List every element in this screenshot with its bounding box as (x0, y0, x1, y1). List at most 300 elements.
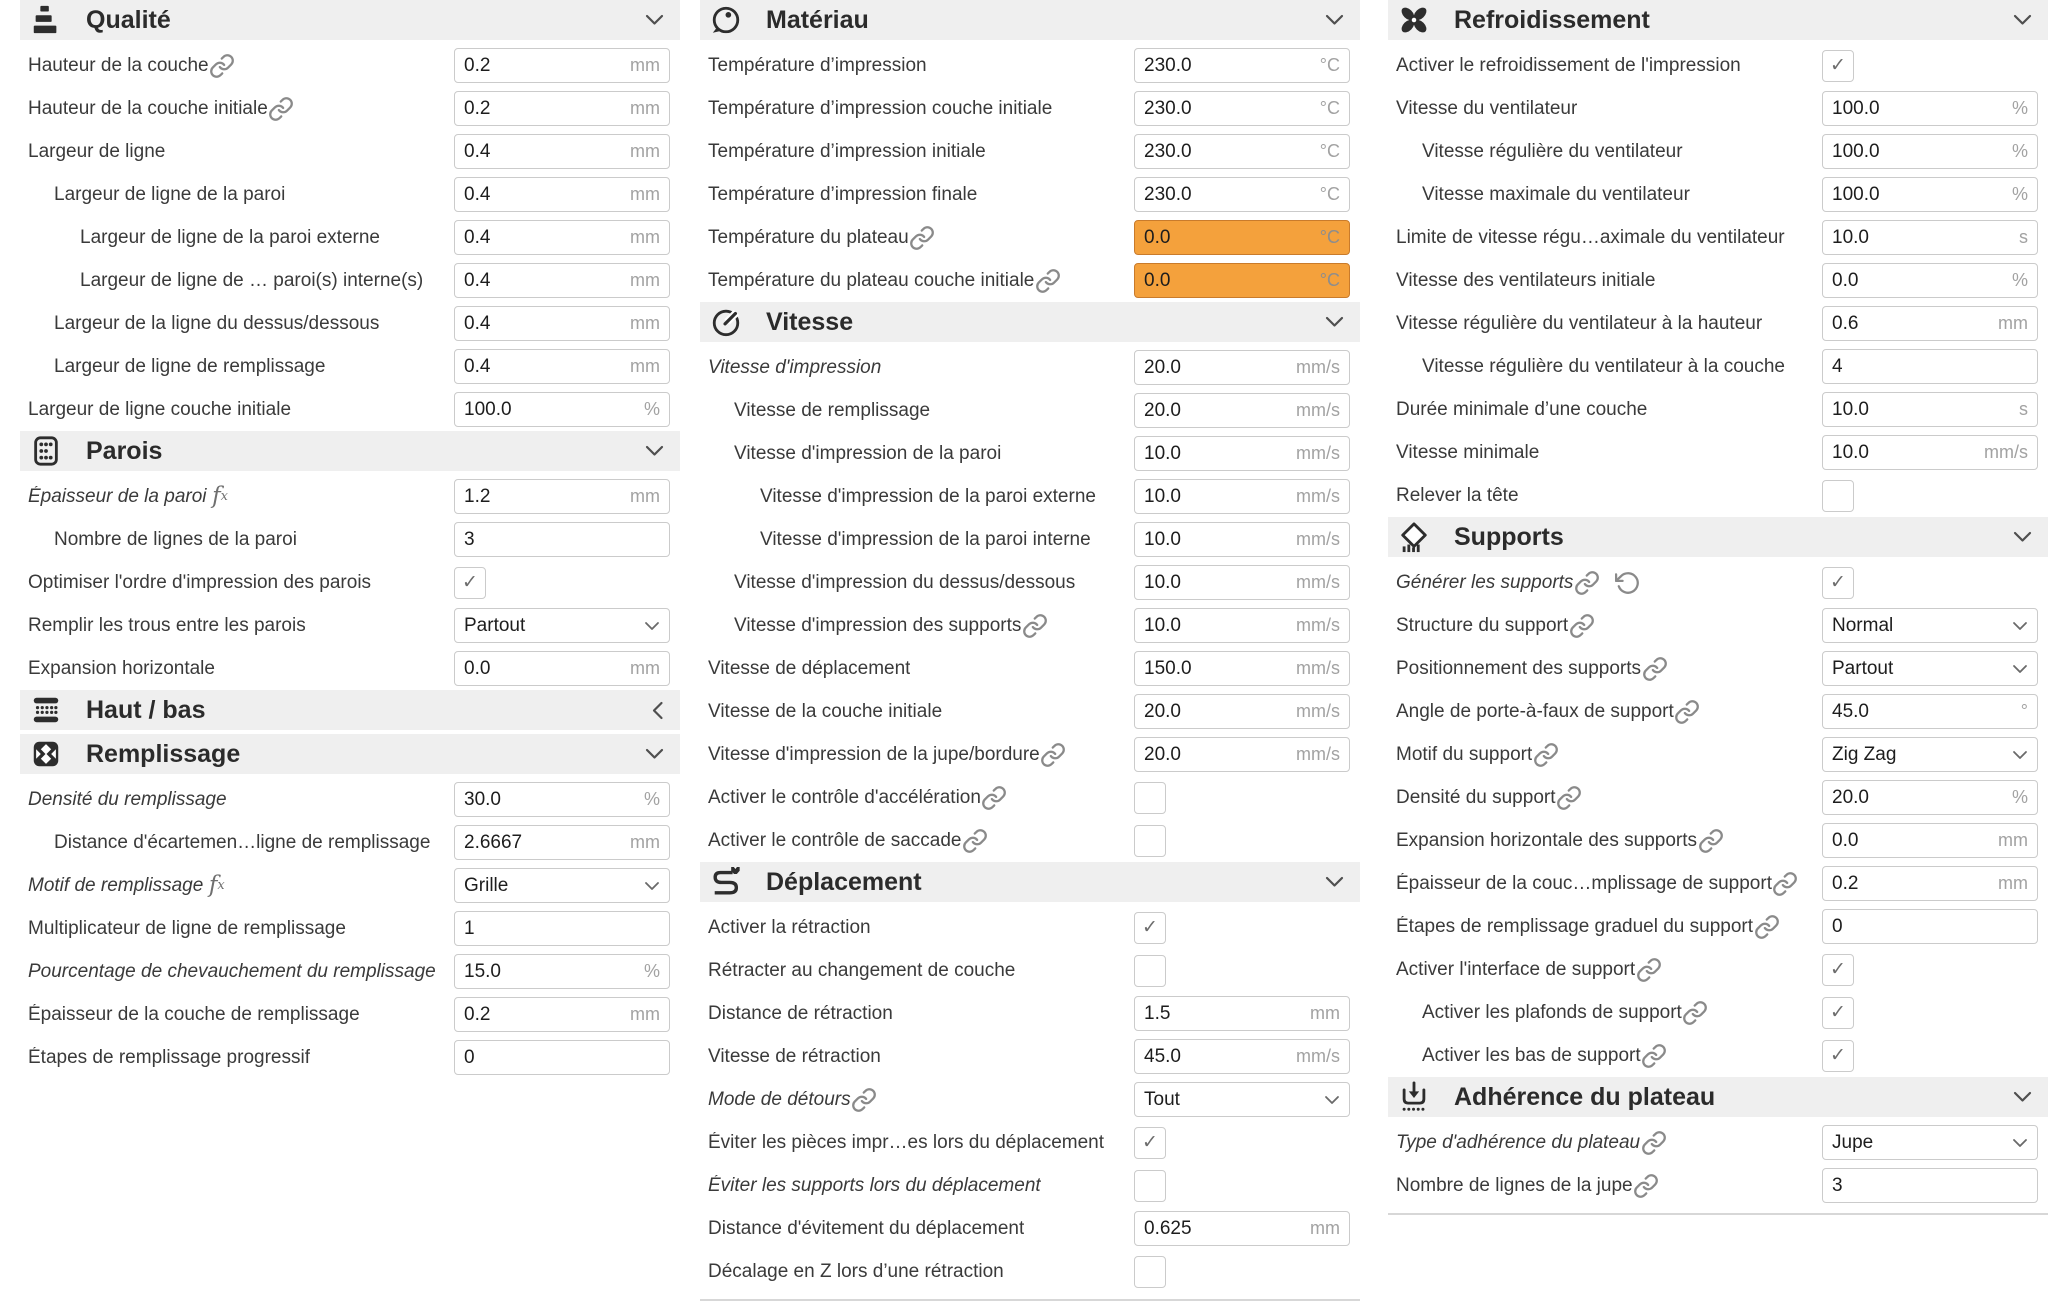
setting-row (20, 993, 680, 1036)
setting-input[interactable] (464, 98, 624, 120)
setting-row (20, 302, 680, 345)
setting-value-field[interactable] (454, 1040, 670, 1075)
setting-label: Durée minimale d’une couche (1396, 398, 1648, 420)
setting-input[interactable] (1144, 1003, 1304, 1025)
unit-label: mm (630, 270, 660, 290)
setting-label: Pourcentage de chevauchement du remplissage (28, 960, 436, 982)
setting-row (20, 130, 680, 173)
setting-row (700, 173, 1360, 216)
setting-input[interactable] (1144, 55, 1314, 77)
setting-value-field[interactable] (1822, 392, 2038, 427)
setting-input[interactable] (464, 55, 624, 77)
setting-label: Nombre de lignes de la paroi (54, 528, 297, 550)
setting-value-field[interactable] (454, 220, 670, 255)
setting-row (1388, 604, 2048, 647)
setting-row (1388, 431, 2048, 474)
setting-value-field[interactable] (1134, 436, 1350, 471)
setting-label: Vitesse de la couche initiale (708, 700, 943, 722)
setting-value-field[interactable] (1134, 220, 1350, 255)
setting-label: Distance de rétraction (708, 1002, 893, 1024)
setting-row (1388, 259, 2048, 302)
dropdown-value: Normal (1832, 614, 1894, 636)
unit-label: mm/s (1296, 443, 1340, 463)
setting-label: Vitesse maximale du ventilateur (1422, 183, 1690, 205)
unit-label: mm/s (1296, 486, 1340, 506)
unit-label: mm (630, 832, 660, 852)
chevron-down-icon (1325, 14, 1344, 26)
setting-value-field[interactable] (454, 522, 670, 557)
section-header-qualite[interactable] (20, 0, 680, 40)
setting-value-field[interactable] (1134, 1039, 1350, 1074)
setting-row (1388, 1121, 2048, 1164)
setting-label: Activer l'interface de support (1396, 958, 1636, 980)
setting-label: Vitesse régulière du ventilateur (1422, 140, 1683, 162)
setting-value-field[interactable] (454, 306, 670, 341)
setting-value-field[interactable] (1134, 996, 1350, 1031)
setting-value-field[interactable] (454, 392, 670, 427)
link-icon (1753, 913, 1780, 940)
setting-row (20, 173, 680, 216)
setting-value-field[interactable] (1822, 866, 2038, 901)
setting-row (700, 518, 1360, 561)
chevron-down-icon (2013, 531, 2032, 543)
setting-value-field[interactable] (1134, 1211, 1350, 1246)
setting-row (1388, 905, 2048, 948)
setting-dropdown[interactable] (1822, 1125, 2038, 1160)
setting-row (1388, 690, 2048, 733)
setting-value-field[interactable] (1134, 565, 1350, 600)
setting-input[interactable] (464, 313, 624, 335)
setting-value-field[interactable] (1822, 177, 2038, 212)
unit-label: mm/s (1296, 357, 1340, 377)
link-icon (209, 52, 236, 79)
setting-checkbox[interactable]: ✓ (1822, 954, 1854, 986)
dropdown-value: Partout (1832, 657, 1894, 679)
setting-value-field[interactable] (454, 177, 670, 212)
setting-input[interactable] (1832, 873, 1992, 895)
setting-label: Vitesse de remplissage (734, 399, 931, 421)
chevron-down-icon (645, 445, 664, 457)
setting-value-field[interactable] (1822, 220, 2038, 255)
unit-label: % (643, 961, 660, 981)
setting-value-field[interactable] (1822, 91, 2038, 126)
setting-row (700, 1078, 1360, 1121)
setting-input[interactable] (464, 918, 660, 940)
setting-label: Multiplicateur de ligne de remplissage (28, 917, 346, 939)
setting-input[interactable] (1832, 356, 2028, 378)
unit-label: mm (630, 658, 660, 678)
setting-input[interactable] (1832, 98, 2006, 120)
section-header-parois[interactable] (20, 431, 680, 471)
unit-label: °C (1319, 270, 1340, 290)
speed-icon (708, 304, 744, 340)
setting-row (20, 388, 680, 431)
setting-input[interactable] (464, 1047, 660, 1069)
setting-value-field[interactable] (1134, 91, 1350, 126)
section-header-supports[interactable] (1388, 517, 2048, 557)
setting-value-field[interactable] (1134, 737, 1350, 772)
unit-label: s (2019, 227, 2028, 247)
setting-row (1388, 474, 2048, 517)
setting-dropdown[interactable] (1822, 737, 2038, 772)
setting-label: Densité du remplissage (28, 788, 227, 810)
link-icon (961, 827, 988, 854)
setting-value-field[interactable] (1822, 435, 2038, 470)
setting-label: Distance d'évitement du déplacement (708, 1217, 1025, 1239)
setting-row (20, 864, 680, 907)
unit-label: % (2011, 184, 2028, 204)
setting-row (700, 216, 1360, 259)
unit-label: s (2019, 399, 2028, 419)
setting-input[interactable] (1144, 1046, 1290, 1068)
unit-label: mm (630, 184, 660, 204)
chevron-down-icon (1325, 316, 1344, 328)
setting-row (1388, 561, 2048, 604)
setting-row (20, 778, 680, 821)
unit-label: mm (630, 227, 660, 247)
setting-value-field[interactable] (454, 91, 670, 126)
setting-label: Mode de détours (708, 1088, 851, 1110)
link-icon (981, 784, 1008, 811)
setting-row (700, 819, 1360, 862)
setting-value-field[interactable] (1134, 522, 1350, 557)
link-icon (1641, 1042, 1668, 1069)
unit-label: mm (630, 55, 660, 75)
setting-checkbox[interactable] (1134, 1170, 1166, 1202)
unit-label: mm/s (1296, 701, 1340, 721)
setting-label: Largeur de ligne de la paroi (54, 183, 286, 205)
setting-row (1388, 87, 2048, 130)
setting-row (1388, 302, 2048, 345)
link-icon (1682, 999, 1709, 1026)
setting-label: Expansion horizontale des supports (1396, 829, 1698, 851)
setting-row (700, 432, 1360, 475)
section-header-refroidissement[interactable] (1388, 0, 2048, 40)
section-title: Qualité (86, 5, 171, 34)
unit-label: mm (630, 141, 660, 161)
setting-input[interactable] (1832, 787, 2006, 809)
setting-label: Angle de porte-à-faux de support (1396, 700, 1674, 722)
setting-row (20, 950, 680, 993)
link-icon (1532, 741, 1559, 768)
setting-row (20, 1036, 680, 1079)
infill-icon (28, 736, 64, 772)
unit-label: mm/s (1296, 1046, 1340, 1066)
chevron-down-icon (2012, 621, 2028, 631)
setting-input[interactable] (1144, 400, 1290, 422)
setting-input[interactable] (1832, 916, 2028, 938)
link-icon (909, 224, 936, 251)
setting-label: Largeur de ligne de remplissage (54, 355, 326, 377)
quality-icon (28, 2, 64, 38)
settings-column-3 (1388, 0, 2048, 1215)
setting-input[interactable] (464, 789, 638, 811)
setting-input[interactable] (464, 141, 624, 163)
section-header-adherence-du-plateau[interactable] (1388, 1077, 2048, 1117)
setting-label: Température d’impression finale (708, 183, 978, 205)
setting-label: Largeur de ligne de … paroi(s) interne(s) (80, 269, 424, 291)
link-icon (1641, 655, 1668, 682)
unit-label: % (643, 399, 660, 419)
setting-value-field[interactable] (1822, 306, 2038, 341)
setting-input[interactable] (464, 832, 624, 854)
section-header-remplissage[interactable] (20, 734, 680, 774)
setting-value-field[interactable] (454, 263, 670, 298)
setting-row (700, 604, 1360, 647)
setting-dropdown[interactable] (1134, 1082, 1350, 1117)
setting-row (700, 647, 1360, 690)
setting-input[interactable] (1144, 486, 1290, 508)
setting-input[interactable] (1144, 227, 1314, 249)
section-title: Vitesse (766, 307, 854, 336)
settings-column-1 (20, 0, 680, 1079)
settings-column-2 (700, 0, 1360, 1301)
setting-input[interactable] (1832, 141, 2006, 163)
setting-input[interactable] (1144, 701, 1290, 723)
link-icon (1697, 827, 1724, 854)
setting-row (20, 216, 680, 259)
setting-label: Structure du support (1396, 614, 1569, 636)
setting-label: Générer les supports (1396, 571, 1574, 593)
setting-input[interactable] (1832, 270, 2006, 292)
setting-row (700, 949, 1360, 992)
setting-input[interactable] (1832, 313, 1992, 335)
setting-label: Rétracter au changement de couche (708, 959, 1016, 981)
setting-label: Type d'adhérence du plateau (1396, 1131, 1641, 1153)
section-header-deplacement[interactable] (700, 862, 1360, 902)
setting-value-field[interactable] (1134, 393, 1350, 428)
unit-label: % (2011, 787, 2028, 807)
chevron-down-icon (644, 621, 660, 631)
chevron-down-icon (2012, 1138, 2028, 1148)
setting-label: Vitesse régulière du ventilateur à la couche (1422, 355, 1785, 377)
setting-input[interactable] (1144, 443, 1290, 465)
revert-icon[interactable] (1614, 569, 1641, 596)
setting-input[interactable] (1144, 270, 1314, 292)
setting-input[interactable] (464, 658, 624, 680)
setting-checkbox[interactable] (1134, 782, 1166, 814)
setting-value-field[interactable] (454, 954, 670, 989)
setting-row (1388, 1164, 2048, 1207)
setting-value-field[interactable] (1134, 608, 1350, 643)
unit-label: mm (630, 1004, 660, 1024)
setting-value-field[interactable] (1822, 694, 2038, 729)
link-icon (1040, 741, 1067, 768)
setting-row (1388, 862, 2048, 905)
setting-input[interactable] (1832, 227, 2013, 249)
setting-checkbox[interactable] (1134, 955, 1166, 987)
unit-label: mm/s (1296, 572, 1340, 592)
setting-checkbox[interactable]: ✓ (1822, 997, 1854, 1029)
section-header-vitesse[interactable] (700, 302, 1360, 342)
unit-label: ° (2020, 701, 2028, 721)
setting-value-field[interactable] (454, 48, 670, 83)
link-icon (1633, 1172, 1660, 1199)
setting-row (20, 647, 680, 690)
setting-value-field[interactable] (454, 134, 670, 169)
setting-input[interactable] (1832, 1175, 2028, 1197)
setting-checkbox[interactable]: ✓ (1822, 567, 1854, 599)
setting-value-field[interactable] (1822, 1168, 2038, 1203)
dropdown-value: Partout (464, 614, 526, 636)
setting-value-field[interactable] (1822, 909, 2038, 944)
unit-label: mm (630, 486, 660, 506)
unit-label: % (2011, 270, 2028, 290)
setting-input[interactable] (464, 1004, 624, 1026)
setting-label: Densité du support (1396, 786, 1556, 808)
section-title: Adhérence du plateau (1454, 1082, 1716, 1111)
section-header-materiau[interactable] (700, 0, 1360, 40)
section-header-haut-bas[interactable] (20, 690, 680, 730)
setting-label: Hauteur de la couche (28, 54, 209, 76)
link-icon (1568, 612, 1595, 639)
setting-value-field[interactable] (454, 997, 670, 1032)
setting-input[interactable] (1144, 529, 1290, 551)
adhesion-icon (1396, 1079, 1432, 1115)
setting-label: Étapes de remplissage progressif (28, 1046, 310, 1068)
setting-row (700, 389, 1360, 432)
setting-row (20, 87, 680, 130)
setting-input[interactable] (1832, 701, 2015, 723)
setting-input[interactable] (1832, 442, 1978, 464)
setting-value-field[interactable] (1134, 134, 1350, 169)
chevron-left-icon (652, 701, 664, 720)
support-icon (1396, 519, 1432, 555)
setting-label: Vitesse d'impression de la paroi externe (760, 485, 1096, 507)
section-title: Déplacement (766, 867, 922, 896)
setting-dropdown[interactable] (1822, 651, 2038, 686)
unit-label: °C (1319, 227, 1340, 247)
setting-label: Positionnement des supports (1396, 657, 1642, 679)
setting-input[interactable] (1144, 744, 1290, 766)
setting-row (700, 776, 1360, 819)
setting-row (1388, 44, 2048, 87)
setting-label: Vitesse d'impression du dessus/dessous (734, 571, 1076, 593)
setting-dropdown[interactable] (454, 608, 670, 643)
walls-icon (28, 433, 64, 469)
unit-label: mm (630, 313, 660, 333)
setting-input[interactable] (464, 356, 624, 378)
setting-input[interactable] (464, 399, 638, 421)
setting-value-field[interactable] (1134, 350, 1350, 385)
unit-label: mm (1310, 1003, 1340, 1023)
setting-label: Température du plateau couche initiale (708, 269, 1035, 291)
setting-label: Vitesse de déplacement (708, 657, 911, 679)
setting-input[interactable] (1832, 399, 2013, 421)
setting-value-field[interactable] (1822, 134, 2038, 169)
setting-label: Vitesse d'impression des supports (734, 614, 1022, 636)
section-title: Haut / bas (86, 695, 206, 724)
setting-label: Remplir les trous entre les parois (28, 614, 306, 636)
setting-row (700, 690, 1360, 733)
unit-label: mm/s (1296, 744, 1340, 764)
setting-checkbox[interactable]: ✓ (1134, 1127, 1166, 1159)
link-icon (1635, 956, 1662, 983)
setting-value-field[interactable] (454, 651, 670, 686)
setting-value-field[interactable] (454, 349, 670, 384)
setting-input[interactable] (1144, 141, 1314, 163)
setting-input[interactable] (464, 270, 624, 292)
setting-input[interactable] (464, 529, 660, 551)
setting-input[interactable] (1832, 830, 1992, 852)
setting-input[interactable] (1144, 572, 1290, 594)
setting-value-field[interactable] (1822, 780, 2038, 815)
setting-label: Motif de remplissage (28, 874, 204, 896)
setting-row (1388, 173, 2048, 216)
unit-label: °C (1319, 141, 1340, 161)
setting-input[interactable] (1144, 98, 1314, 120)
chevron-down-icon (645, 14, 664, 26)
setting-value-field[interactable] (454, 825, 670, 860)
setting-input[interactable] (1144, 1218, 1304, 1240)
setting-label: Éviter les supports lors du déplacement (708, 1174, 1041, 1196)
setting-value-field[interactable] (1822, 263, 2038, 298)
unit-label: mm (1998, 830, 2028, 850)
unit-label: mm/s (1296, 400, 1340, 420)
setting-input[interactable] (464, 184, 624, 206)
setting-checkbox[interactable] (1134, 825, 1166, 857)
setting-value-field[interactable] (1134, 479, 1350, 514)
setting-value-field[interactable] (1134, 651, 1350, 686)
setting-checkbox[interactable]: ✓ (1134, 912, 1166, 944)
setting-value-field[interactable] (1134, 263, 1350, 298)
setting-checkbox[interactable]: ✓ (454, 567, 486, 599)
setting-row (1388, 991, 2048, 1034)
setting-label: Relever la tête (1396, 484, 1519, 506)
chevron-down-icon (644, 881, 660, 891)
setting-row (700, 259, 1360, 302)
setting-dropdown[interactable] (1822, 608, 2038, 643)
unit-label: mm (1998, 873, 2028, 893)
setting-input[interactable] (1832, 184, 2006, 206)
setting-label: Température d’impression initiale (708, 140, 986, 162)
unit-label: mm (630, 356, 660, 376)
setting-input[interactable] (464, 227, 624, 249)
setting-checkbox[interactable] (1134, 1256, 1166, 1288)
setting-input[interactable] (464, 486, 624, 508)
setting-input[interactable] (464, 961, 638, 983)
setting-value-field[interactable] (1822, 349, 2038, 384)
setting-value-field[interactable] (454, 782, 670, 817)
setting-row (1388, 776, 2048, 819)
setting-checkbox[interactable] (1822, 480, 1854, 512)
setting-value-field[interactable] (1134, 694, 1350, 729)
fx-icon: f x (212, 483, 228, 509)
setting-checkbox[interactable]: ✓ (1822, 1040, 1854, 1072)
setting-label: Largeur de la ligne du dessus/dessous (54, 312, 380, 334)
setting-value-field[interactable] (454, 479, 670, 514)
setting-checkbox[interactable]: ✓ (1822, 50, 1854, 82)
setting-label: Température du plateau (708, 226, 909, 248)
chevron-down-icon (2013, 14, 2032, 26)
setting-row (1388, 388, 2048, 431)
setting-value-field[interactable] (1822, 823, 2038, 858)
setting-label: Étapes de remplissage graduel du support (1396, 915, 1754, 937)
setting-input[interactable] (1144, 357, 1290, 379)
setting-value-field[interactable] (1134, 48, 1350, 83)
setting-input[interactable] (1144, 184, 1314, 206)
setting-label: Activer les bas de support (1422, 1044, 1641, 1066)
section-title: Parois (86, 436, 163, 465)
setting-value-field[interactable] (454, 911, 670, 946)
setting-input[interactable] (1144, 658, 1290, 680)
setting-row (700, 1164, 1360, 1207)
setting-value-field[interactable] (1134, 177, 1350, 212)
setting-input[interactable] (1144, 615, 1290, 637)
unit-label: % (2011, 98, 2028, 118)
unit-label: mm (630, 98, 660, 118)
setting-dropdown[interactable] (454, 868, 670, 903)
